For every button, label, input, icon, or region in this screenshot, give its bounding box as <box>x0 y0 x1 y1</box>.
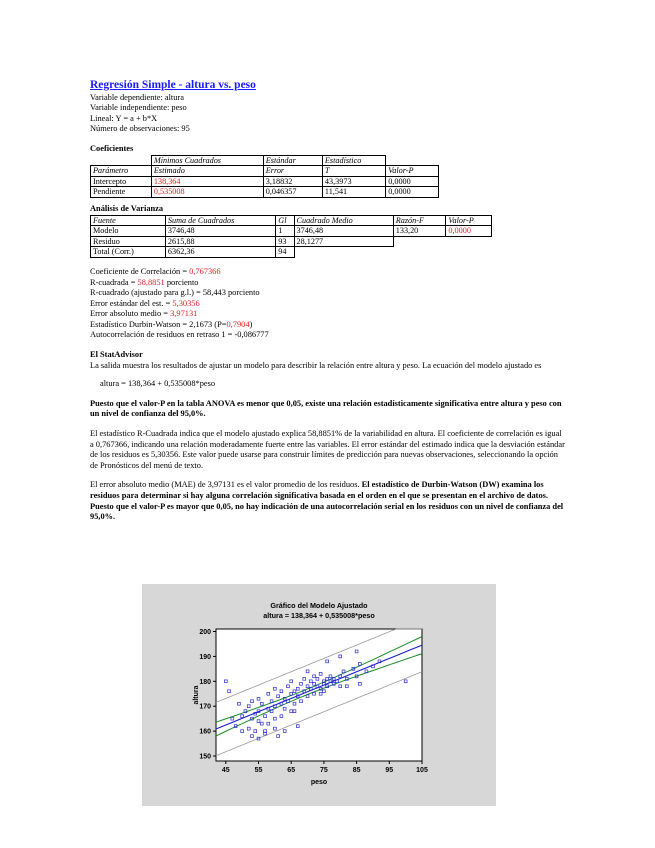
stat-value: 0,767366 <box>189 266 221 276</box>
table-cell: 3746,48 <box>294 226 393 237</box>
stat-label: Coeficiente de Correlación = <box>90 266 190 276</box>
table-cell: 6362,36 <box>165 247 275 258</box>
table-header: Error <box>263 166 322 177</box>
x-tick-label: 85 <box>352 767 361 774</box>
table-cell: 3,18832 <box>263 176 322 187</box>
table-cell: 138,364 <box>151 176 263 187</box>
table-cell: 0,046357 <box>263 187 322 198</box>
y-axis-label: altura <box>193 685 200 705</box>
table-cell: 2615,88 <box>165 236 275 247</box>
table-cell <box>446 236 492 247</box>
stat-value: 58,8851 <box>137 277 165 287</box>
table-cell: 0,0000 <box>446 226 492 237</box>
table-cell: Modelo <box>91 226 166 237</box>
advisor-paragraph: Puesto que el valor-P en la tabla ANOVA es menor que 0,05, existe una relación estadísticamente significativa entre altura y peso con un nivel de confianza del 95,0%. <box>90 398 562 419</box>
x-tick-label: 105 <box>416 767 428 774</box>
x-tick-label: 65 <box>287 767 296 774</box>
stat-value: 5,30356 <box>172 298 200 308</box>
stat-label: ) <box>249 319 253 329</box>
table-header: Parámetro <box>91 166 152 177</box>
table-row <box>91 155 439 166</box>
table-row <box>91 187 439 198</box>
x-tick-label: 45 <box>221 767 230 774</box>
fitted-equation: altura = 138,364 + 0,535008*peso <box>100 379 216 389</box>
y-tick-label: 190 <box>199 653 211 661</box>
stat-value: 3,97131 <box>170 309 198 319</box>
header-line: Variable independiente: peso <box>90 103 187 113</box>
stat-value: 0,7904 <box>226 319 250 329</box>
table-cell: 11,541 <box>322 187 385 198</box>
y-tick-label: 180 <box>199 678 211 686</box>
table-cell: Intercepto <box>91 176 152 187</box>
coef-table <box>90 155 439 198</box>
table-cell <box>393 236 446 247</box>
advisor-paragraph <box>90 480 565 522</box>
table-cell: 133,20 <box>393 226 446 237</box>
stat-unit: porciento <box>164 277 199 287</box>
table-cell: 3746,48 <box>165 226 275 237</box>
table-cell <box>386 155 439 166</box>
chart-subtitle: altura = 138,364 + 0,535008*peso <box>263 611 375 620</box>
table-cell: Total (Corr.) <box>91 247 166 258</box>
advisor-heading: El StatAdvisor <box>90 350 143 360</box>
table-cell <box>393 247 446 258</box>
table-cell <box>294 247 393 258</box>
header-line: Número de observaciones: 95 <box>90 124 190 134</box>
stat-label: Error absoluto medio = <box>90 309 171 319</box>
table-header: Fuente <box>91 215 166 226</box>
chart-svg <box>142 584 496 806</box>
table-cell: 93 <box>276 236 294 247</box>
x-axis-label: peso <box>310 779 328 786</box>
table-header: Estándar <box>263 155 322 166</box>
table-cell <box>446 247 492 258</box>
table-cell: 43,3973 <box>322 176 385 187</box>
y-tick-label: 160 <box>199 728 211 736</box>
paragraph-text: El error absoluto medio (MAE) de 3,97131 es el valor promedio de los residuos. <box>90 480 362 490</box>
stat-line <box>90 299 565 310</box>
table-cell: 1 <box>276 226 294 237</box>
stat-line <box>90 267 565 278</box>
coef-heading: Coeficientes <box>90 143 134 153</box>
stat-line <box>90 320 565 331</box>
report-title[interactable]: Regresión Simple - altura vs. peso <box>90 79 256 91</box>
table-header: Gl <box>276 215 294 226</box>
stat-line: R-cuadrado (ajustado para g.l.) = 58,443 porciento <box>90 288 260 298</box>
table-header: Valor-P <box>446 215 492 226</box>
stat-line <box>90 309 565 320</box>
stat-label: Error estándar del est. = <box>90 298 173 308</box>
table-row <box>91 176 439 187</box>
table-cell: Residuo <box>91 236 166 247</box>
header-line: Lineal: Y = a + b*X <box>90 113 158 123</box>
table-header: Estadístico <box>322 155 385 166</box>
stat-line <box>90 278 565 289</box>
table-cell <box>91 155 152 166</box>
table-row <box>91 236 492 247</box>
table-cell: Pendiente <box>91 187 152 198</box>
table-header: Mínimos Cuadrados <box>151 155 263 166</box>
x-tick-label: 75 <box>320 767 328 774</box>
y-tick-label: 170 <box>199 703 211 711</box>
report <box>90 80 565 523</box>
table-cell: 0,0000 <box>386 187 439 198</box>
anova-table <box>90 215 492 258</box>
table-header: Cuadrado Medio <box>294 215 393 226</box>
table-row <box>91 215 492 226</box>
table-row <box>91 166 439 177</box>
table-cell: 94 <box>276 247 294 258</box>
paragraph-text-bold: El estadístico de Durbin-Watson (DW) examina los residuos para determinar si hay alguna correlación significativa basada en el orden en el que se presentan en el archivo de datos. Puesto que el valor-P es mayor que 0,05, no hay indicación de una autocorrelación serial en los residuos con un nivel de confianza del 95,0%. <box>90 480 564 522</box>
chart-title: Gráfico del Modelo Ajustado <box>270 601 368 610</box>
advisor-paragraph: El estadístico R-Cuadrada indica que el modelo ajustado explica 58,8851% de la variabilidad en altura. El coeficiente de correlación es igual a 0,767366, indicando una relación moderadamente fuerte entre las variables. El error estándar del estimado indica que la desviación estándar de los residuos es 5,30356. Este valor puede usarse para construir límites de predicción para nuevas observaciones, seleccionando la opción de Pronósticos del menú de texto. <box>90 429 565 470</box>
stat-label: Estadístico Durbin-Watson = 2,1673 (P= <box>90 319 227 329</box>
stats-block <box>90 267 565 341</box>
table-cell: 28,1277 <box>294 236 393 247</box>
table-row <box>91 247 492 258</box>
stat-line: Autocorrelación de residuos en retraso 1 = -0,086777 <box>90 330 269 340</box>
anova-heading: Análisis de Varianza <box>90 203 164 213</box>
table-header: Suma de Cuadrados <box>165 215 275 226</box>
fitted-model-chart <box>142 584 496 806</box>
table-header: Valor-P <box>386 166 439 177</box>
table-cell: 0,535008 <box>151 187 263 198</box>
table-header: Razón-F <box>393 215 446 226</box>
y-tick-label: 200 <box>199 628 211 636</box>
header-line: Variable dependiente: altura <box>90 92 184 102</box>
table-cell: 0,0000 <box>386 176 439 187</box>
table-row <box>91 226 492 237</box>
x-tick-label: 95 <box>385 767 394 774</box>
table-header: T <box>322 166 385 177</box>
table-header: Estimado <box>151 166 263 177</box>
stat-label: R-cuadrada = <box>90 277 138 287</box>
x-tick-label: 55 <box>254 767 263 774</box>
y-tick-label: 150 <box>199 753 211 761</box>
advisor-paragraph: La salida muestra los resultados de ajustar un modelo para describir la relación entre altura y peso. La ecuación del modelo ajustado es <box>90 360 542 370</box>
